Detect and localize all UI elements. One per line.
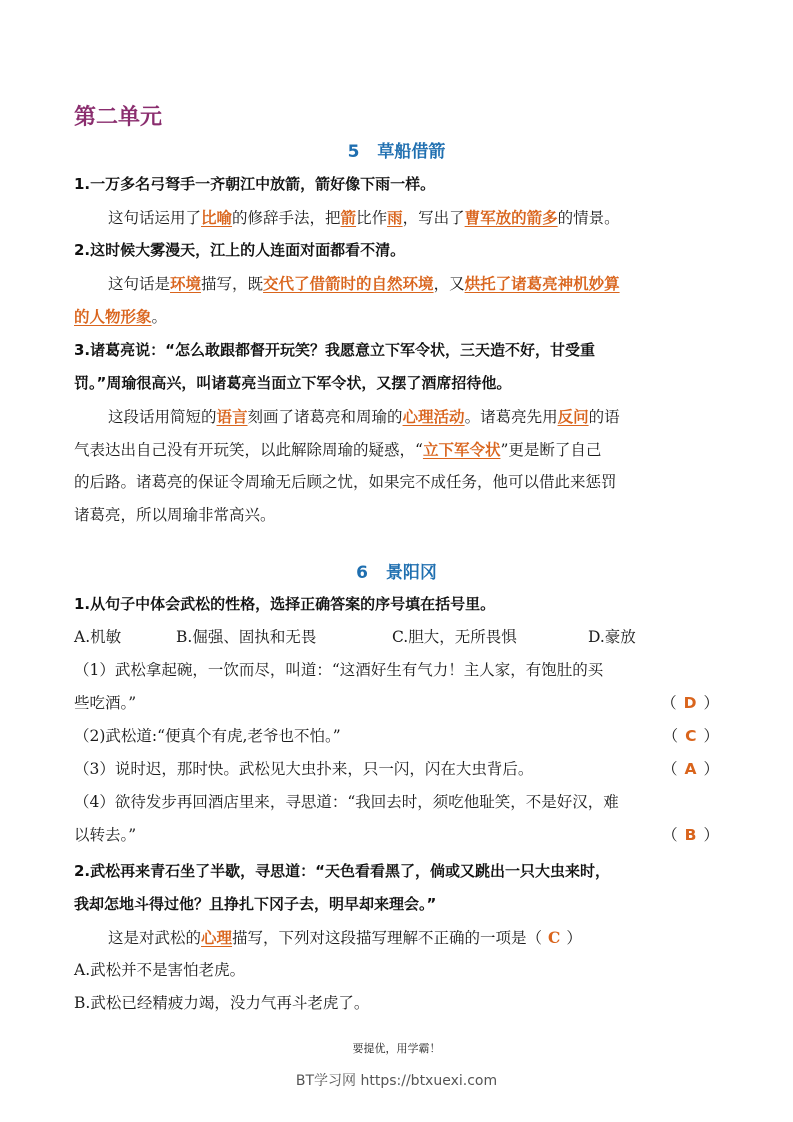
answer-highlight: 交代了借箭时的自然环境	[263, 274, 434, 293]
answer-highlight: 的人物形象	[74, 307, 152, 326]
answer-bracket-1: （ D ）	[661, 694, 719, 712]
answer-highlight: 曹军放的箭多	[464, 208, 558, 227]
question-6-1: 1.从句子中体会武松的性格，选择正确答案的序号填在括号里。	[74, 595, 496, 613]
stem-text: 描写，下列对这段描写理解不正确的一项是（	[232, 929, 543, 947]
answer-highlight: 箭	[340, 208, 357, 227]
section-number: 6	[356, 563, 368, 583]
answer-highlight: 语言	[216, 407, 248, 426]
choice-b: B.武松已经精疲力竭，没力气再斗老虎了。	[74, 994, 370, 1012]
option-list	[74, 621, 724, 654]
footer-slogan: 要提优，用学霸！	[352, 1042, 441, 1055]
answer-text: 的修辞手法，把	[232, 209, 341, 227]
answer-text: 刻画了诸葛亮和周瑜的	[247, 408, 403, 426]
unit-title: 第二单元	[74, 105, 163, 130]
answer-bracket-4: （ B ）	[662, 826, 719, 844]
item-3-line1: （3）说时迟，那时快。武松见大虫扑来，只一闪，闪在大虫背后。	[74, 760, 534, 778]
option-c: C.胆大，无所畏惧	[392, 628, 517, 646]
section-number: 5	[347, 142, 360, 162]
answer-letter: A	[684, 760, 697, 778]
question-5-2: 2.这时候大雾漫天，江上的人连面对面都看不清。	[74, 241, 406, 259]
answer-text: 这句话运用了	[108, 209, 202, 227]
answer-highlight: 比喻	[201, 208, 233, 227]
question-6-2-line2: 我却怎地斗得过他？且挣扎下冈子去，明早却来理会。”	[74, 895, 437, 913]
answer-5-3-line1	[74, 400, 758, 434]
answer-text: ，又	[433, 275, 465, 293]
answer-text: 描写，既	[201, 275, 264, 293]
answer-text: 气表达出自己没有开玩笑，以此解除周瑜的疑惑，“	[74, 441, 423, 459]
answer-highlight: 雨	[387, 208, 403, 227]
item-4-line1: （4）欲待发步再回酒店里来，寻思道：“我回去时，须吃他耻笑，不是好汉，难	[74, 793, 619, 811]
answer-text: 。	[151, 308, 168, 326]
answer-letter: B	[684, 826, 697, 844]
stem-highlight: 心理	[201, 928, 233, 947]
answer-5-3-line4: 诸葛亮，所以周瑜非常高兴。	[74, 506, 276, 524]
choice-a: A.武松并不是害怕老虎。	[74, 961, 246, 979]
answer-5-3-line2	[74, 433, 724, 467]
answer-highlight: 环境	[170, 274, 202, 293]
answer-text: 比作	[356, 209, 388, 227]
option-d: D.豪放	[588, 628, 636, 646]
answer-letter: C	[548, 928, 561, 947]
answer-text: 的语	[588, 408, 620, 426]
answer-5-1	[74, 201, 758, 235]
question-6-2-line1: 2.武松再来青石坐了半歇，寻思道：“天色看看黑了，倘或又跳出一只大虫来时，	[74, 862, 610, 880]
option-a: A.机敏	[74, 628, 122, 646]
section-5-title	[0, 137, 793, 162]
answer-highlight: 反问	[557, 407, 589, 426]
answer-highlight: 烘托了诸葛亮神机妙算	[464, 274, 620, 293]
answer-text: ”更是断了自己	[500, 441, 602, 459]
item-1-line1: （1）武松拿起碗，一饮而尽，叫道：“这酒好生有气力！主人家，有饱肚的买	[74, 661, 604, 679]
answer-text: 这段话用简短的	[108, 408, 217, 426]
answer-5-2-line1	[74, 267, 758, 301]
stem-text: ）	[566, 929, 582, 947]
question-6-2-stem	[74, 921, 758, 955]
answer-bracket-3: （ A ）	[661, 760, 719, 778]
answer-highlight: 心理活动	[402, 407, 465, 426]
option-b: B.倔强、固执和无畏	[176, 628, 317, 646]
answer-highlight: 立下军令状	[422, 440, 501, 459]
answer-5-2-line2	[74, 300, 724, 334]
question-5-3-line2: 罚。”周瑜很高兴，叫诸葛亮当面立下军令状，又摆了酒席招待他。	[74, 374, 512, 392]
item-1-line2: 些吃酒。”	[74, 694, 137, 712]
answer-text: 。诸葛亮先用	[464, 408, 558, 426]
section-name: 草船借箭	[377, 142, 446, 162]
stem-text: 这是对武松的	[108, 929, 202, 947]
answer-text: 这句话是	[108, 275, 171, 293]
answer-5-3-line3: 的后路。诸葛亮的保证令周瑜无后顾之忧，如果完不成任务，他可以借此来惩罚	[74, 473, 617, 491]
item-2-line1: （2)武松道:“便真个有虎,老爷也不怕。”	[74, 727, 341, 745]
answer-text: 的情景。	[557, 209, 620, 227]
section-6-title	[0, 558, 793, 583]
footer-site-link[interactable]: BT学习网 https://btxuexi.com	[295, 1073, 498, 1089]
answer-letter: C	[685, 727, 697, 745]
section-name: 景阳冈	[385, 563, 437, 583]
answer-text: ，写出了	[402, 209, 465, 227]
answer-bracket-2: （ C ）	[662, 727, 719, 745]
question-5-1: 1.一万多名弓弩手一齐朝江中放箭，箭好像下雨一样。	[74, 175, 436, 193]
question-5-3-line1: 3.诸葛亮说：“怎么敢跟都督开玩笑？我愿意立下军令状，三天造不好，甘受重	[74, 341, 595, 359]
item-4-line2: 以转去。”	[74, 826, 137, 844]
answer-letter: D	[683, 694, 697, 712]
